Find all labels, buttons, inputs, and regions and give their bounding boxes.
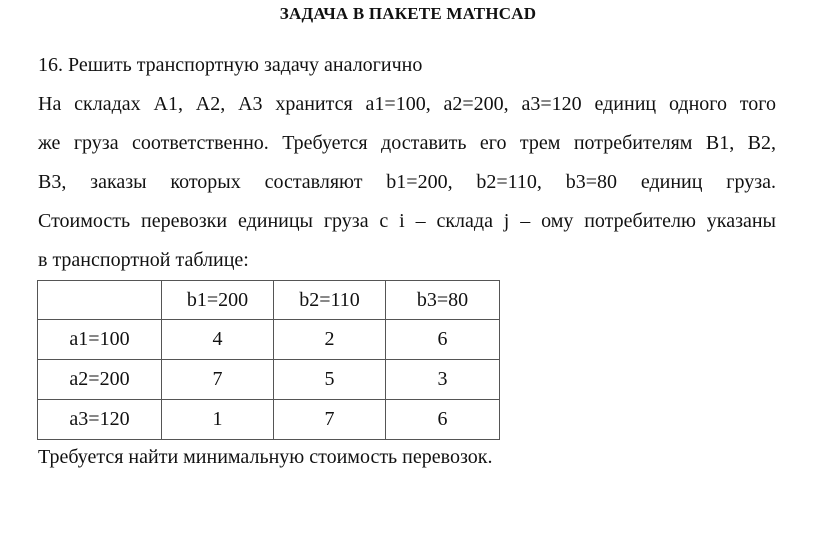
table-row	[38, 400, 500, 440]
row-label-a2: a2=200	[38, 360, 162, 400]
transport-table	[37, 280, 500, 440]
closing-text: Требуется найти минимальную стоимость перевозок.	[38, 446, 493, 468]
cost-cell: 7	[274, 400, 386, 440]
header-cell-b2: b2=110	[274, 281, 386, 320]
row-label-a3: a3=120	[38, 400, 162, 440]
header-corner-cell	[38, 281, 162, 320]
paragraph-line: На складах А1, А2, А3 хранится а1=100, а2=200, а3=120 единиц одного того	[38, 93, 776, 115]
cost-cell: 7	[162, 360, 274, 400]
paragraph-line: же груза соответственно. Требуется доставить его трем потребителям В1, В2,	[38, 132, 776, 154]
cost-cell: 5	[274, 360, 386, 400]
task-title: 16. Решить транспортную задачу аналогично	[38, 54, 423, 76]
row-label-a1: a1=100	[38, 320, 162, 360]
header-cell-b1: b1=200	[162, 281, 274, 320]
paragraph-line: в транспортной таблице:	[38, 249, 249, 271]
cost-cell: 2	[274, 320, 386, 360]
table-row	[38, 320, 500, 360]
table-header-row	[38, 281, 500, 320]
cost-cell: 3	[386, 360, 500, 400]
cost-cell: 6	[386, 400, 500, 440]
cost-cell: 1	[162, 400, 274, 440]
paragraph-line: Стоимость перевозки единицы груза с i – склада j – ому потребителю указаны	[38, 210, 776, 232]
cost-cell: 4	[162, 320, 274, 360]
cost-cell: 6	[386, 320, 500, 360]
header-cell-b3: b3=80	[386, 281, 500, 320]
document-heading: ЗАДАЧА В ПАКЕТЕ MATHCAD	[279, 4, 537, 23]
paragraph-line: В3, заказы которых составляют b1=200, b2=110, b3=80 единиц груза.	[38, 171, 776, 193]
table-row	[38, 360, 500, 400]
